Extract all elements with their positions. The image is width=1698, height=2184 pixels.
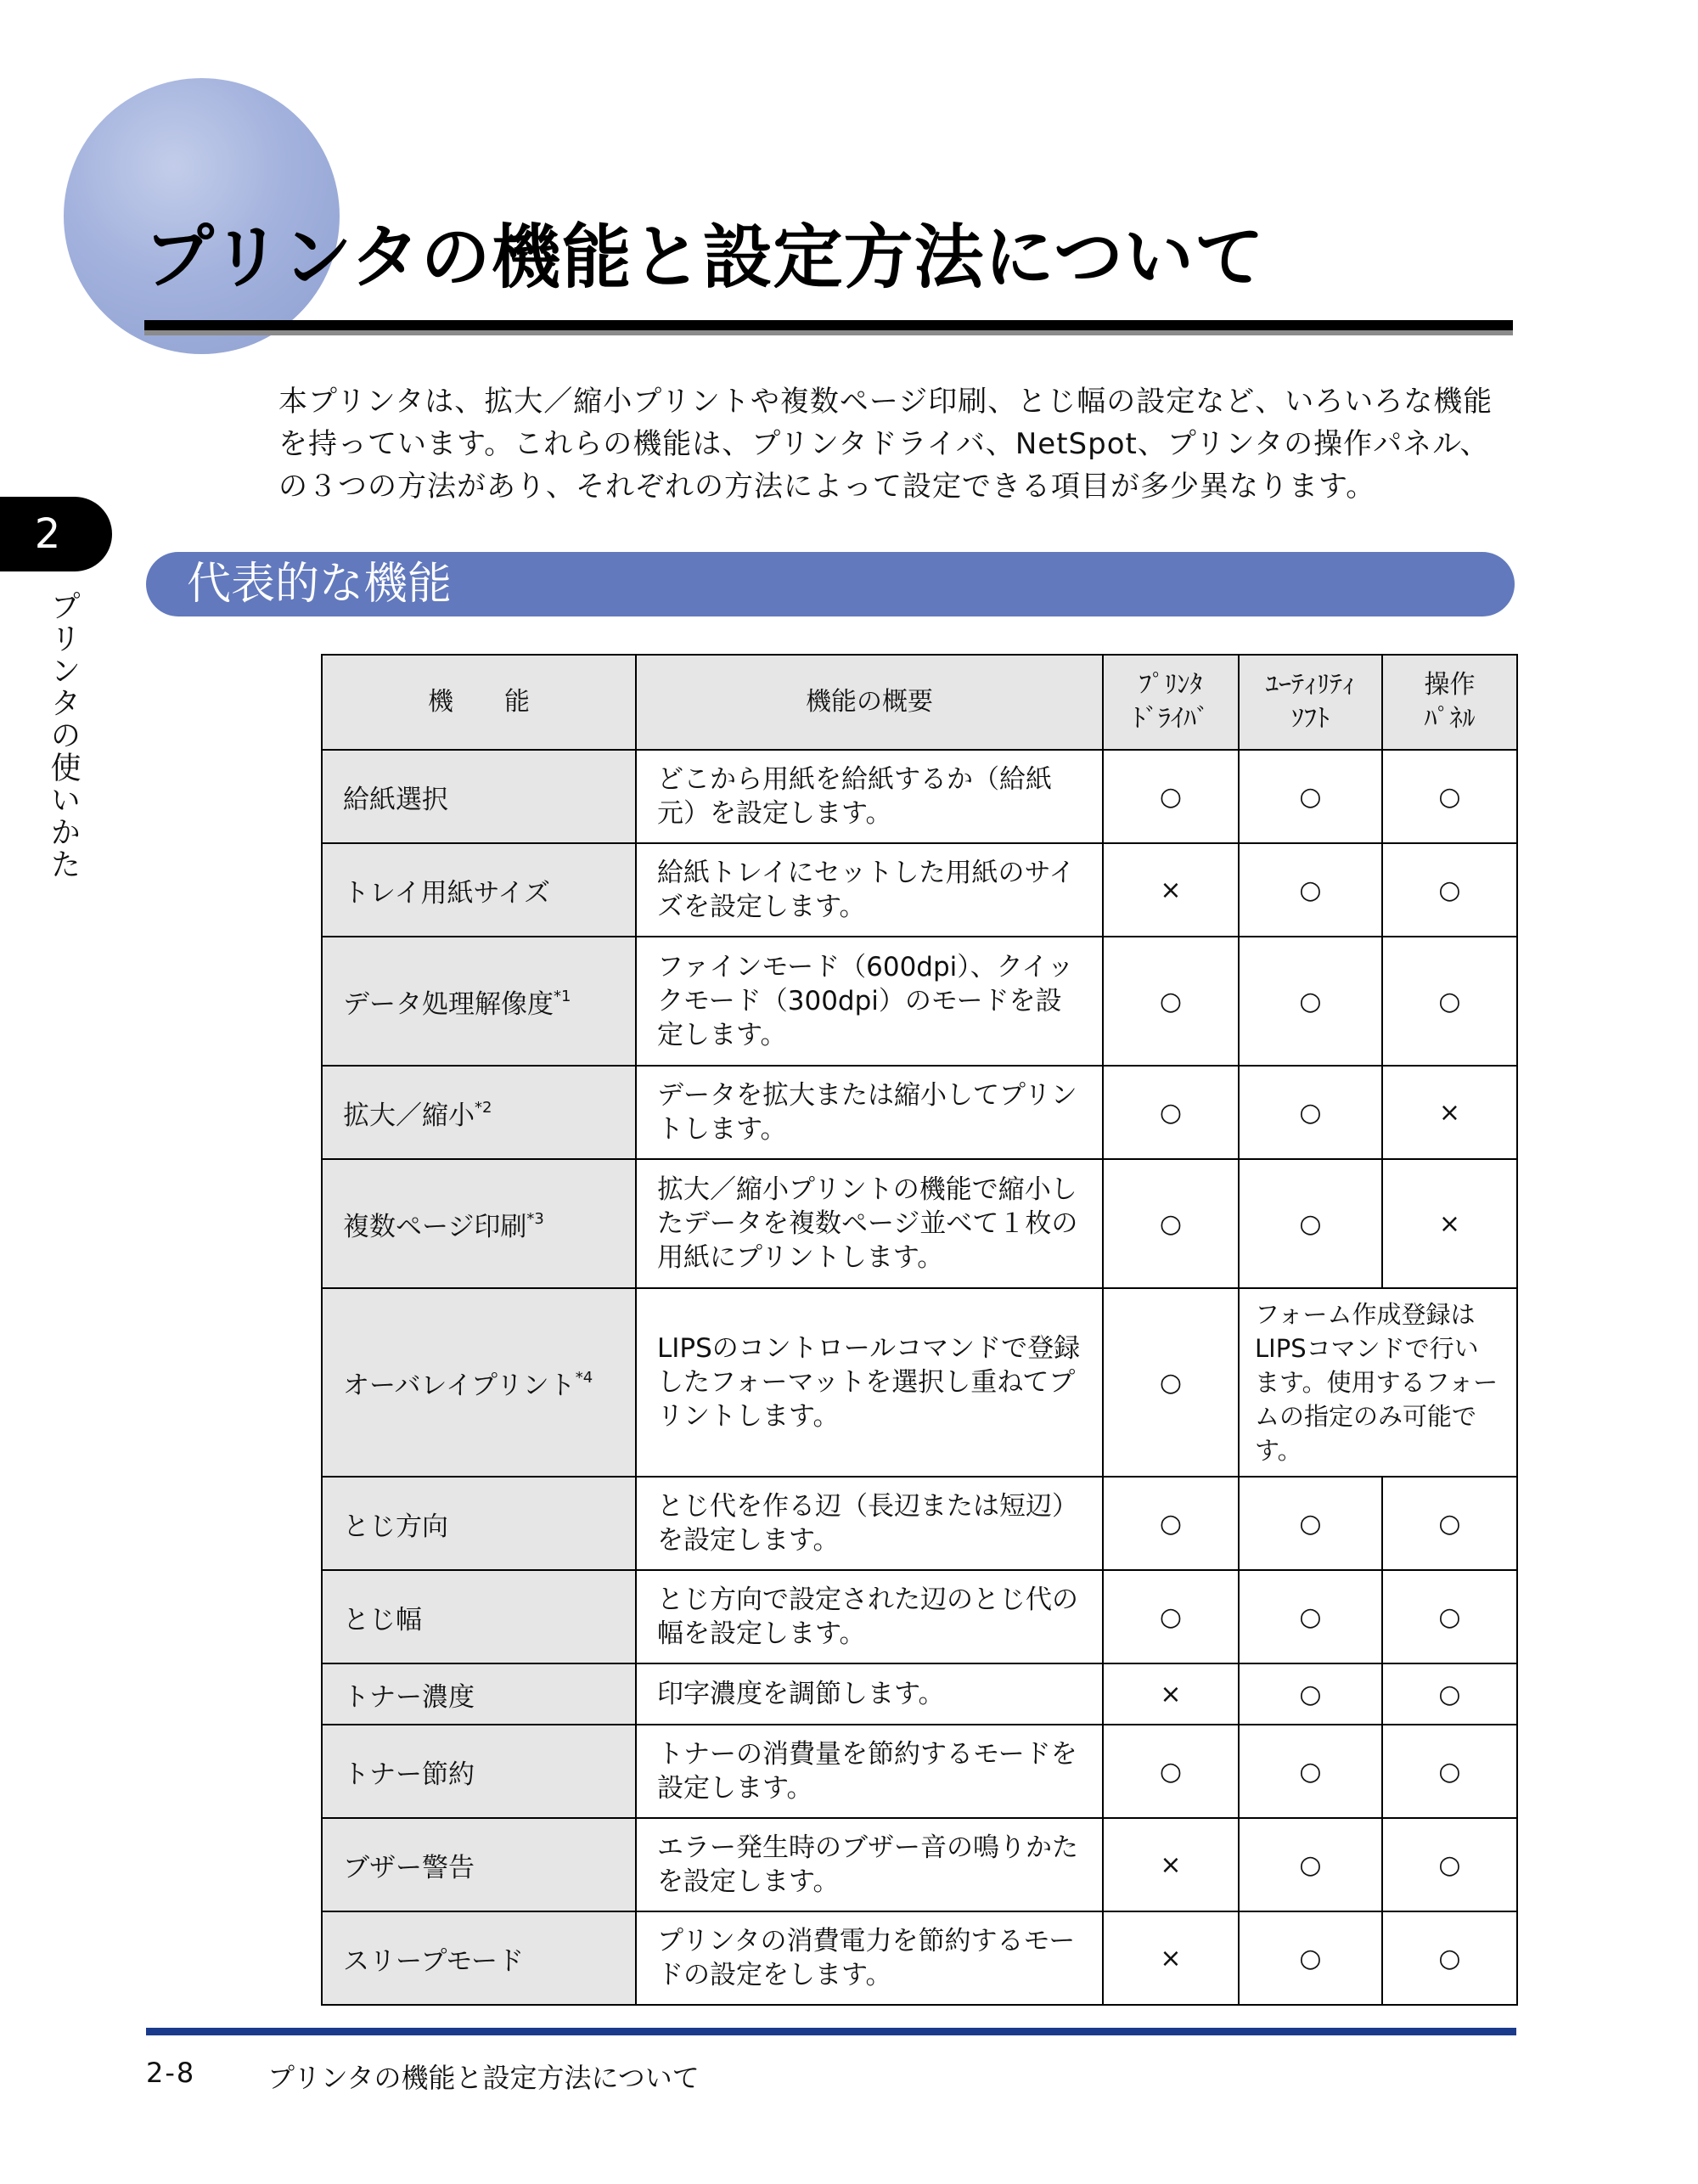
overlay-settings-note: フォーム作成登録はLIPSコマンドで行います。使用するフォームの指定のみ可能です。 [1239, 1288, 1517, 1477]
printer-driver-mark: ○ [1103, 1477, 1239, 1570]
feature-description: LIPSのコントロールコマンドで登録したフォーマットを選択し重ねてプリントします。 [636, 1288, 1103, 1477]
feature-name-text: ブザー警告 [343, 1852, 475, 1883]
feature-description: データを拡大または縮小してプリントします。 [636, 1066, 1103, 1159]
feature-name-text: トナー節約 [343, 1759, 475, 1790]
operation-panel-mark: ○ [1382, 1818, 1517, 1911]
utility-software-mark: ○ [1239, 1066, 1382, 1159]
printer-driver-mark: × [1103, 1818, 1239, 1911]
table-row [322, 1066, 1517, 1159]
footnote-marker: *4 [575, 1368, 593, 1387]
footnote-marker: *3 [526, 1209, 544, 1228]
utility-software-mark: ○ [1239, 937, 1382, 1066]
table-row [322, 1159, 1517, 1288]
table-row [322, 1288, 1517, 1477]
header-utility-software-line2: ｿﾌﾄ [1291, 704, 1330, 734]
printer-driver-mark: ○ [1103, 1159, 1239, 1288]
feature-name-text: オーバレイプリント [343, 1370, 576, 1401]
feature-name [322, 1288, 636, 1477]
feature-name-text: とじ幅 [343, 1604, 422, 1635]
header-operation-panel [1382, 655, 1517, 750]
utility-software-mark: ○ [1239, 1818, 1382, 1911]
printer-driver-mark: ○ [1103, 1288, 1239, 1477]
footer-title: プリンタの機能と設定方法について [267, 2062, 700, 2094]
header-printer-driver-line1: ﾌﾟﾘﾝﾀ [1139, 670, 1203, 700]
utility-software-mark: ○ [1239, 843, 1382, 937]
printer-driver-mark: × [1103, 1911, 1239, 2005]
table-row [322, 843, 1517, 937]
feature-name [322, 1725, 636, 1818]
feature-name-text: データ処理解像度 [343, 988, 554, 1020]
chapter-tab: 2 [0, 497, 112, 571]
utility-software-mark: ○ [1239, 1911, 1382, 2005]
printer-driver-mark: ○ [1103, 1066, 1239, 1159]
operation-panel-mark: × [1382, 1159, 1517, 1288]
feature-name [322, 937, 636, 1066]
header-printer-driver [1103, 655, 1239, 750]
feature-name [322, 843, 636, 937]
chapter-side-label: プリンタの使いかた [46, 590, 81, 881]
header-operation-panel-line2: ﾊﾟﾈﾙ [1424, 704, 1476, 734]
table-row [322, 1818, 1517, 1911]
feature-name [322, 1159, 636, 1288]
feature-name-text: とじ方向 [343, 1511, 448, 1542]
printer-driver-mark: ○ [1103, 1570, 1239, 1663]
feature-name [322, 750, 636, 843]
features-table [321, 654, 1518, 2006]
footnote-marker: *2 [475, 1098, 492, 1117]
table-row [322, 1725, 1517, 1818]
feature-description: どこから用紙を給紙するか（給紙元）を設定します。 [636, 750, 1103, 843]
section-header [146, 552, 1515, 616]
operation-panel-mark: ○ [1382, 843, 1517, 937]
footer-page-number: 2-8 [146, 2057, 196, 2089]
feature-description: トナーの消費量を節約するモードを設定します。 [636, 1725, 1103, 1818]
header-summary: 機能の概要 [636, 655, 1103, 750]
feature-name [322, 1477, 636, 1570]
page-title: プリンタの機能と設定方法について [144, 217, 1265, 298]
feature-name-text: トナー濃度 [343, 1681, 475, 1713]
feature-description: 拡大／縮小プリントの機能で縮小したデータを複数ページ並べて１枚の用紙にプリントします。 [636, 1159, 1103, 1288]
header-feature: 機 能 [322, 655, 636, 750]
feature-name [322, 1570, 636, 1663]
table-row [322, 1570, 1517, 1663]
feature-name [322, 1818, 636, 1911]
feature-name-text: 拡大／縮小 [343, 1100, 475, 1131]
printer-driver-mark: × [1103, 843, 1239, 937]
header-printer-driver-line2: ﾄﾞﾗｲﾊﾞ [1133, 704, 1209, 734]
feature-description: 印字濃度を調節します。 [636, 1663, 1103, 1725]
operation-panel-mark: ○ [1382, 750, 1517, 843]
printer-driver-mark: × [1103, 1663, 1239, 1725]
intro-paragraph: 本プリンタは、拡大／縮小プリントや複数ページ印刷、とじ幅の設定など、いろいろな機能を持っています。これらの機能は、プリンタドライバ、NetSpot、プリンタの操作パネル、の３つの方法があり、それぞれの方法によって設定できる項目が多少異なります。 [278, 385, 1493, 504]
feature-name [322, 1911, 636, 2005]
printer-driver-mark: ○ [1103, 1725, 1239, 1818]
utility-software-mark: ○ [1239, 1725, 1382, 1818]
header-utility-software [1239, 655, 1382, 750]
feature-description: ファインモード（600dpi）、クイックモード（300dpi）のモードを設定します。 [636, 937, 1103, 1066]
operation-panel-mark: ○ [1382, 937, 1517, 1066]
table-row [322, 1477, 1517, 1570]
operation-panel-mark: ○ [1382, 1477, 1517, 1570]
section-title: 代表的な機能 [187, 559, 453, 610]
feature-description: エラー発生時のブザー音の鳴りかたを設定します。 [636, 1818, 1103, 1911]
table-header-row [322, 655, 1517, 750]
printer-driver-mark: ○ [1103, 750, 1239, 843]
utility-software-mark: ○ [1239, 1159, 1382, 1288]
table-row [322, 1911, 1517, 2005]
feature-name [322, 1066, 636, 1159]
operation-panel-mark: ○ [1382, 1570, 1517, 1663]
operation-panel-mark: ○ [1382, 1911, 1517, 2005]
header-operation-panel-line1: 操作 [1424, 670, 1476, 700]
feature-description: プリンタの消費電力を節約するモードの設定をします。 [636, 1911, 1103, 2005]
utility-software-mark: ○ [1239, 1477, 1382, 1570]
operation-panel-mark: ○ [1382, 1725, 1517, 1818]
feature-name [322, 1663, 636, 1725]
feature-name-text: 給紙選択 [343, 784, 448, 815]
feature-description: 給紙トレイにセットした用紙のサイズを設定します。 [636, 843, 1103, 937]
operation-panel-mark: ○ [1382, 1663, 1517, 1725]
footnote-marker: *1 [554, 987, 571, 1005]
utility-software-mark: ○ [1239, 1570, 1382, 1663]
feature-description: とじ方向で設定された辺のとじ代の幅を設定します。 [636, 1570, 1103, 1663]
table-row [322, 937, 1517, 1066]
operation-panel-mark: × [1382, 1066, 1517, 1159]
feature-name-text: 複数ページ印刷 [343, 1211, 527, 1242]
footer-rule [146, 2028, 1516, 2035]
utility-software-mark: ○ [1239, 750, 1382, 843]
feature-description: とじ代を作る辺（長辺または短辺）を設定します。 [636, 1477, 1103, 1570]
feature-name-text: トレイ用紙サイズ [343, 877, 550, 909]
printer-driver-mark: ○ [1103, 937, 1239, 1066]
table-row [322, 750, 1517, 843]
title-rule [144, 320, 1513, 330]
table-row [322, 1663, 1517, 1725]
feature-name-text: スリープモード [343, 1945, 524, 1977]
title-rule-shadow [144, 330, 1513, 335]
header-utility-software-line1: ﾕｰﾃｨﾘﾃｨ [1266, 670, 1355, 700]
utility-software-mark: ○ [1239, 1663, 1382, 1725]
